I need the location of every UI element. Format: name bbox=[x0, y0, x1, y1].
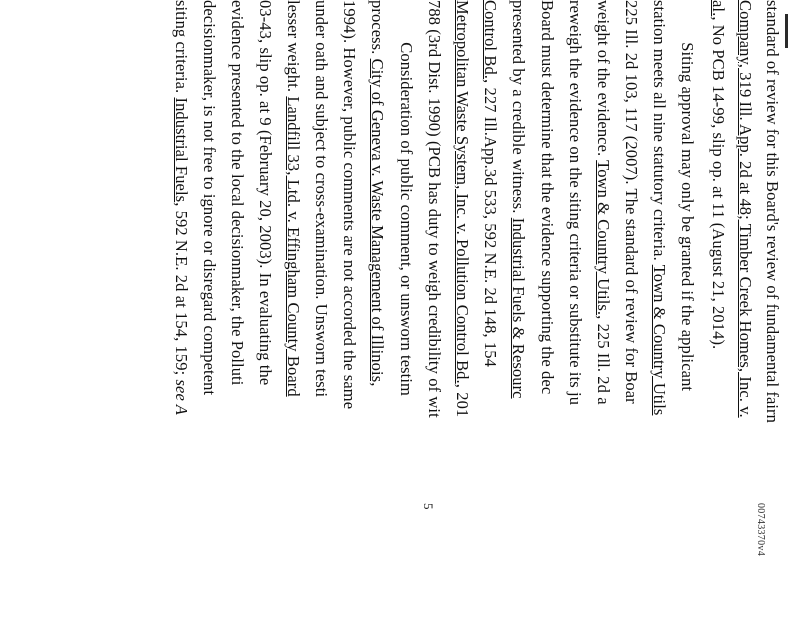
case-citation: Control Bd. bbox=[481, 0, 500, 80]
case-citation: Industrial Fuels & Resourc bbox=[509, 217, 528, 399]
page-number: 5 bbox=[421, 503, 436, 510]
text-segment: evidence presented to the local decisionmaker, the Polluti bbox=[228, 0, 247, 386]
text-segment: under oath and subject to cross-examination. Unsworn testi bbox=[312, 0, 331, 398]
text-line bbox=[593, 0, 613, 405]
text-segment: 225 Ill. 2d 103, 117 (2007). The standard of review for Boar bbox=[622, 0, 641, 404]
text-segment: Board must determine that the evidence supporting the dec bbox=[538, 0, 557, 395]
text-segment: reweigh the evidence on the siting criteria or substitute its ju bbox=[566, 0, 585, 406]
text-line bbox=[508, 0, 528, 399]
case-citation: Company, 319 Ill. App. 2d at 48; Timber Creek Homes, Inc. v. bbox=[736, 0, 755, 418]
text-segment: decisionmaker, is not free to ignore or disregard competent bbox=[200, 0, 219, 396]
text-line bbox=[735, 0, 755, 418]
case-citation: Town & Country Utils. bbox=[594, 160, 613, 316]
case-citation: City of Geneva v. Waste Management of Illinois, bbox=[368, 58, 387, 387]
case-citation: Metropolitan Waste System, Inc. v. Pollution Control Bd. bbox=[453, 0, 472, 384]
text-line bbox=[311, 0, 331, 397]
text-segment: lesser weight. bbox=[284, 0, 303, 97]
text-segment: station meets all nine statutory criteria. bbox=[650, 0, 669, 265]
text-line bbox=[424, 0, 444, 418]
case-citation: al. bbox=[709, 0, 728, 17]
text-line bbox=[452, 0, 472, 417]
text-segment: , 201 bbox=[453, 383, 472, 418]
text-line bbox=[565, 0, 585, 405]
text-line bbox=[649, 0, 669, 415]
signal-text: see A bbox=[172, 379, 191, 415]
text-segment: , 225 Ill. 2d a bbox=[594, 315, 613, 405]
text-segment: 1994). However, public comments are not accorded the same bbox=[340, 0, 359, 410]
text-line bbox=[255, 0, 275, 385]
text-line bbox=[199, 0, 219, 395]
text-segment: process. bbox=[368, 0, 387, 59]
text-line bbox=[480, 0, 500, 367]
case-citation: Town & Country Utils bbox=[650, 264, 669, 416]
text-line bbox=[283, 0, 303, 397]
text-line bbox=[621, 0, 641, 404]
text-segment: , 592 N.E. 2d at 154, 159; bbox=[172, 202, 191, 380]
text-segment: standard of review for this Board's review of fundamental fairn bbox=[763, 0, 782, 424]
text-segment: siting criteria. bbox=[172, 0, 191, 98]
text-segment: weight of the evidence. bbox=[594, 0, 613, 161]
case-citation: Landfill 33, Ltd. v. Effingham County Board bbox=[284, 96, 303, 397]
text-line bbox=[677, 0, 697, 391]
text-segment: , No PCB 14-99, slip op. at 11 (August 21, 2014). bbox=[709, 16, 728, 350]
text-line bbox=[708, 0, 728, 349]
text-line bbox=[537, 0, 557, 394]
text-segment: Siting approval may only be granted if the applicant bbox=[678, 0, 697, 392]
text-segment: , 227 Ill.App.3d 533, 592 N.E. 2d 148, 154 bbox=[481, 79, 500, 367]
document-id-footer: 00743370v4 bbox=[755, 503, 766, 556]
text-line bbox=[227, 0, 247, 385]
text-segment: 788 (3rd Dist. 1990) (PCB has duty to weigh credibility of wit bbox=[425, 0, 444, 418]
text-segment: presented by a credible witness. bbox=[509, 0, 528, 218]
text-line bbox=[396, 0, 416, 396]
case-citation: Industrial Fuels bbox=[172, 97, 191, 203]
text-line bbox=[339, 0, 359, 409]
text-line bbox=[762, 0, 782, 423]
text-segment: Consideration of public comment, or unsworn testim bbox=[397, 0, 416, 396]
text-line bbox=[171, 0, 191, 415]
text-line bbox=[367, 0, 387, 386]
text-segment: 03-43, slip op. at 9 (February 20, 2003). In evaluating the bbox=[256, 0, 275, 386]
